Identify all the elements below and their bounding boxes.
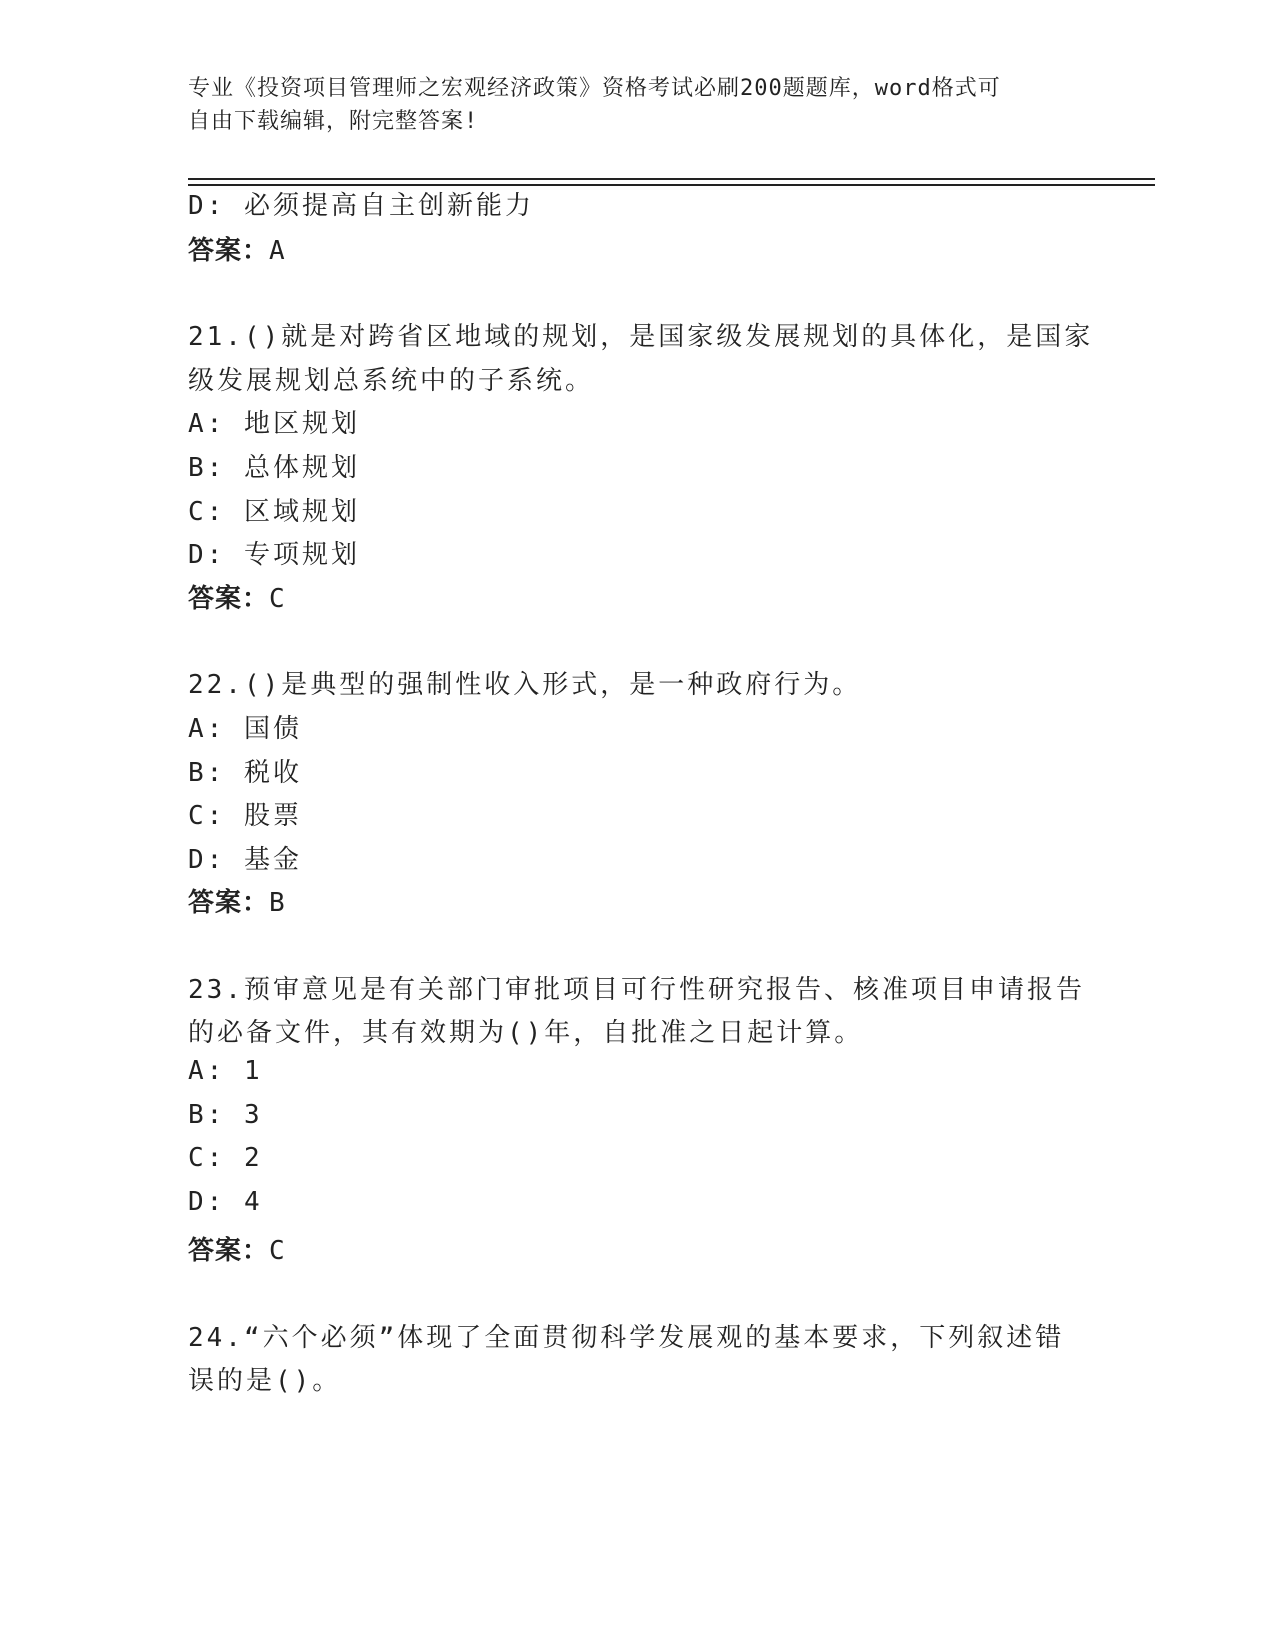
answer-value: B bbox=[269, 888, 286, 918]
question-23-line-1: 23.预审意见是有关部门审批项目可行性研究报告、核准项目申请报告 bbox=[188, 975, 1085, 1005]
answer-label: 答案： bbox=[188, 888, 270, 918]
header-divider-top bbox=[188, 178, 1155, 180]
answer bbox=[188, 578, 286, 615]
answer-value: C bbox=[269, 584, 286, 614]
option-d: D: 基金 bbox=[188, 845, 302, 875]
question-23-line-2: 的必备文件，其有效期为()年，自批准之日起计算。 bbox=[188, 1018, 864, 1048]
option-d: D: 专项规划 bbox=[188, 540, 360, 570]
option-b: B: 总体规划 bbox=[188, 453, 360, 483]
option-a: A: 国债 bbox=[188, 714, 302, 744]
question-24-line-2: 误的是()。 bbox=[188, 1366, 342, 1396]
answer bbox=[188, 882, 286, 919]
answer-label: 答案： bbox=[188, 1236, 270, 1266]
option-b: B: 3 bbox=[188, 1100, 263, 1130]
option-c: C: 股票 bbox=[188, 801, 302, 831]
option-d: D: 4 bbox=[188, 1187, 263, 1217]
answer bbox=[188, 1230, 286, 1267]
question-24-line-1: 24.“六个必须”体现了全面贯彻科学发展观的基本要求，下列叙述错 bbox=[188, 1323, 1065, 1353]
answer-value: A bbox=[269, 236, 286, 266]
option-a: A: 地区规划 bbox=[188, 409, 360, 439]
question-22-line-1: 22.()是典型的强制性收入形式，是一种政府行为。 bbox=[188, 670, 862, 700]
option-b: B: 税收 bbox=[188, 758, 302, 788]
answer-label: 答案： bbox=[188, 236, 270, 266]
answer-value: C bbox=[269, 1236, 286, 1266]
header-line-2: 自由下载编辑，附完整答案! bbox=[188, 109, 479, 134]
option-d: D: 必须提高自主创新能力 bbox=[188, 191, 534, 221]
question-21-line-1: 21.()就是对跨省区地域的规划，是国家级发展规划的具体化，是国家 bbox=[188, 322, 1094, 352]
document-header bbox=[188, 72, 1088, 138]
question-21-line-2: 级发展规划总系统中的子系统。 bbox=[188, 366, 595, 396]
option-c: C: 区域规划 bbox=[188, 497, 360, 527]
option-a: A: 1 bbox=[188, 1056, 263, 1086]
header-line-1: 专业《投资项目管理师之宏观经济政策》资格考试必刷200题题库，word格式可 bbox=[188, 76, 1001, 101]
answer-label: 答案： bbox=[188, 584, 270, 614]
answer bbox=[188, 230, 286, 267]
option-c: C: 2 bbox=[188, 1143, 263, 1173]
